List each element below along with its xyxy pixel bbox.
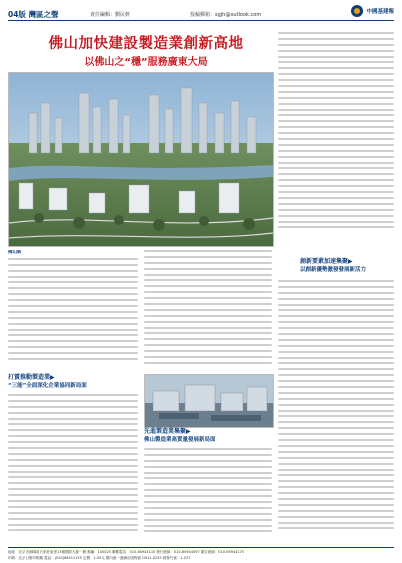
section-3-heading <box>300 258 396 274</box>
section-2-body <box>144 448 272 542</box>
headline: 佛山加快建設製造業創新高地 <box>48 36 244 52</box>
city-skyline-illustration <box>9 73 273 246</box>
footer-address: 地址：北京市朝陽區白家莊東里13號國際大廈一層 郵編：100025 聯繫電話：010-65944110 發行熱線：010-65944097 廣告熱線：010-65944175 <box>8 550 245 554</box>
section-2-heading <box>144 428 272 444</box>
section-2-title: 先進製造業集聚▶ <box>144 428 191 435</box>
newspaper-logo <box>351 5 394 17</box>
aerial-city-photo <box>8 72 274 247</box>
section-1-heading <box>8 374 138 390</box>
footer-print-info: 印刷：北京日報印刷廠 電話：(010)68411155 定價：1.50元 國內統一連續出版物號 CN11-0253 郵發代號：1-237 <box>8 556 191 560</box>
right-column-text <box>278 32 394 237</box>
logo-text: 中國基建報 <box>366 9 394 15</box>
column-2-text <box>144 250 272 370</box>
section-3-title: 創新要素加速集聚▶ <box>300 258 353 265</box>
lead-kicker: 佛山新 <box>8 250 22 255</box>
header-rule <box>8 20 394 21</box>
section-3-body <box>278 280 394 542</box>
section-1-title: 打賞推動製造業▶ <box>8 374 55 381</box>
factory-illustration <box>145 375 273 427</box>
section-1-subtitle: “三能”全面深化企業協同新局面 <box>8 383 87 389</box>
subheadline: 以佛山之“穩”服務廣東大局 <box>84 57 208 68</box>
logo-emblem-icon <box>351 5 363 17</box>
footer-rule <box>8 547 394 548</box>
section-1-body <box>8 394 138 542</box>
lead-paragraph <box>8 250 138 370</box>
section-2-subtitle: 佛山製造業高質量發展新局面 <box>144 437 216 443</box>
submission-email: 投稿郵箱：sgjh@outlook.com <box>190 12 262 18</box>
factory-photo <box>144 374 274 428</box>
section-3-subtitle: 以創新優勢激發發展新活力 <box>300 267 367 273</box>
page-label: 04版 灣區之聲 <box>8 10 59 19</box>
editor-credit: 責任編輯：劉民軒 <box>90 12 131 18</box>
